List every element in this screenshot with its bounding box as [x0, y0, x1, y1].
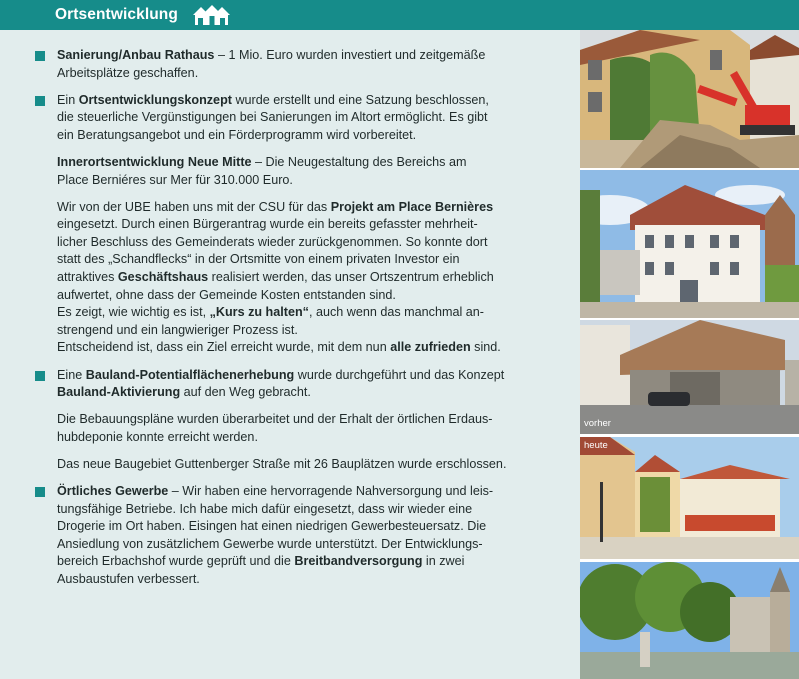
projekt-bold-5: Geschäftshaus — [117, 270, 209, 285]
bullet-gewerbe — [35, 483, 560, 589]
bullet-square — [35, 51, 45, 61]
section-title: Ortsentwicklung — [55, 6, 178, 23]
gewerbe-text-4: Ansiedlung von zusätzlichem Gewerbe wurde unterstützt. Der Entwicklungs- — [57, 536, 483, 551]
konzept-pre: Ein — [57, 92, 79, 107]
rathaus-text-2: Arbeitsplätze geschaffen. — [57, 65, 199, 80]
bullet-square — [35, 487, 45, 497]
photo-demolition-image — [580, 30, 799, 168]
photo-heute — [580, 437, 799, 559]
photo-vorher-label: vorher — [584, 418, 611, 429]
neue-mitte-text-2: Place Berniéres sur Mer für 310.000 Euro. — [57, 172, 293, 187]
projekt-text-2: eingesetzt. Durch einen Bürgerantrag wurde ein bereits gefasster mehrheit- — [57, 217, 478, 232]
projekt-text-4: statt des „Schandflecks“ in der Ortsmitte von einem privaten Investor ein — [57, 252, 460, 267]
section-header — [0, 0, 799, 30]
photo-ortsplatz-image — [580, 562, 799, 679]
photo-heute-label: heute — [584, 440, 608, 451]
projekt-text-5b: realisiert werden, das unser Ortszentrum erheblich — [208, 270, 494, 285]
konzept-text-3: ein Beratungsangebot und ein Förderprogramm wird vorbereitet. — [57, 127, 417, 142]
bullet-square — [35, 371, 45, 381]
gewerbe-text-5b: in zwei — [422, 554, 465, 569]
konzept-text-1: wurde erstellt und eine Satzung beschlossen, — [231, 92, 489, 107]
bauland-text-1: wurde durchgeführt und das Konzept — [294, 367, 505, 382]
paragraph-baugebiet — [35, 456, 560, 474]
photo-column — [580, 30, 799, 679]
gewerbe-text-3: Drogerie im Ort haben. Eisingen hat einen niedrigen Gewerbesteuersatz. Die — [57, 519, 487, 534]
projekt-bold-1: Projekt am Place Bernières — [330, 199, 494, 214]
bullet-rathaus — [35, 47, 560, 82]
projekt-bold-9: alle zufrieden — [390, 340, 471, 355]
photo-heute-image — [580, 437, 799, 559]
gewerbe-text-1: – Wir haben eine hervorragende Nahversorgung und leis- — [168, 483, 494, 498]
rathaus-text: – 1 Mio. Euro wurden investiert und zeitgemäße — [214, 48, 486, 62]
gewerbe-bold-5: Breitbandversorgung — [294, 554, 423, 569]
baugebiet-text: Das neue Baugebiet Guttenberger Straße mit 26 Bauplätzen wurde erschlossen. — [57, 456, 507, 471]
bullet-square — [35, 96, 45, 106]
photo-geschaeftshaus-image — [580, 170, 799, 318]
rathaus-heading: Sanierung/Anbau Rathaus — [57, 48, 215, 62]
bauland-bold-1: Bauland-Potentialflächenerhebung — [85, 367, 295, 382]
konzept-text-2: die steuerliche Vergünstigungen bei Sanierungen im Altort ermöglicht. Es gibt — [57, 110, 488, 125]
neue-mitte-heading: Innerortsentwicklung Neue Mitte — [57, 154, 252, 169]
paragraph-neue-mitte — [35, 154, 560, 189]
paragraph-bebauungsplaene — [35, 411, 560, 446]
photo-ortsplatz — [580, 562, 799, 679]
projekt-text-9: Entscheidend ist, dass ein Ziel erreicht wurde, mit dem nun — [57, 340, 391, 355]
bullet-ortsentwicklungskonzept — [35, 92, 560, 145]
paragraph-projekt — [35, 199, 560, 357]
bebauung-text-2: hubdeponie konnte erreicht werden. — [57, 429, 258, 444]
bebauung-text-1: Die Bebauungspläne wurden überarbeitet und der Erhalt der örtlichen Erdaus- — [57, 412, 493, 427]
photo-vorher — [580, 320, 799, 434]
projekt-text-8: strengend und ein langwieriger Prozess ist. — [57, 322, 298, 337]
konzept-heading: Ortsentwicklungskonzept — [78, 92, 232, 107]
projekt-text-9b: sind. — [470, 340, 501, 355]
projekt-bold-7: „Kurs zu halten“ — [209, 305, 309, 320]
projekt-text-7: Es zeigt, wie wichtig es ist, — [57, 305, 210, 320]
projekt-text-3: licher Beschluss des Gemeinderats wieder zurückgenommen. So konnte dort — [57, 234, 488, 249]
photo-geschaeftshaus — [580, 170, 799, 318]
bauland-pre: Eine — [57, 367, 86, 382]
houses-icon — [192, 4, 230, 26]
bauland-text-2: auf den Weg gebracht. — [180, 385, 311, 400]
bauland-bold-2: Bauland-Aktivierung — [57, 385, 181, 400]
photo-vorher-image — [580, 320, 799, 434]
projekt-text-6: aufwertet, ohne dass der Gemeinde Kosten entstanden sind. — [57, 287, 396, 302]
gewerbe-text-2: tungsfähige Betriebe. Ich habe mich dafür eingesetzt, dass wir wieder eine — [57, 501, 473, 516]
projekt-text-1: Wir von der UBE haben uns mit der CSU für das — [57, 199, 331, 214]
gewerbe-text-5: bereich Erbachshof wurde geprüft und die — [57, 554, 295, 569]
projekt-text-7b: , auch wenn das manchmal an- — [308, 305, 484, 320]
bullet-bauland — [35, 367, 560, 402]
neue-mitte-text-1: – Die Neugestaltung des Bereichs am — [251, 154, 467, 169]
projekt-text-5: attraktives — [57, 270, 118, 285]
gewerbe-text-6: Ausbaustufen verbessert. — [57, 571, 200, 586]
photo-demolition — [580, 30, 799, 168]
main-content — [35, 47, 560, 598]
gewerbe-heading: Örtliches Gewerbe — [57, 483, 169, 498]
